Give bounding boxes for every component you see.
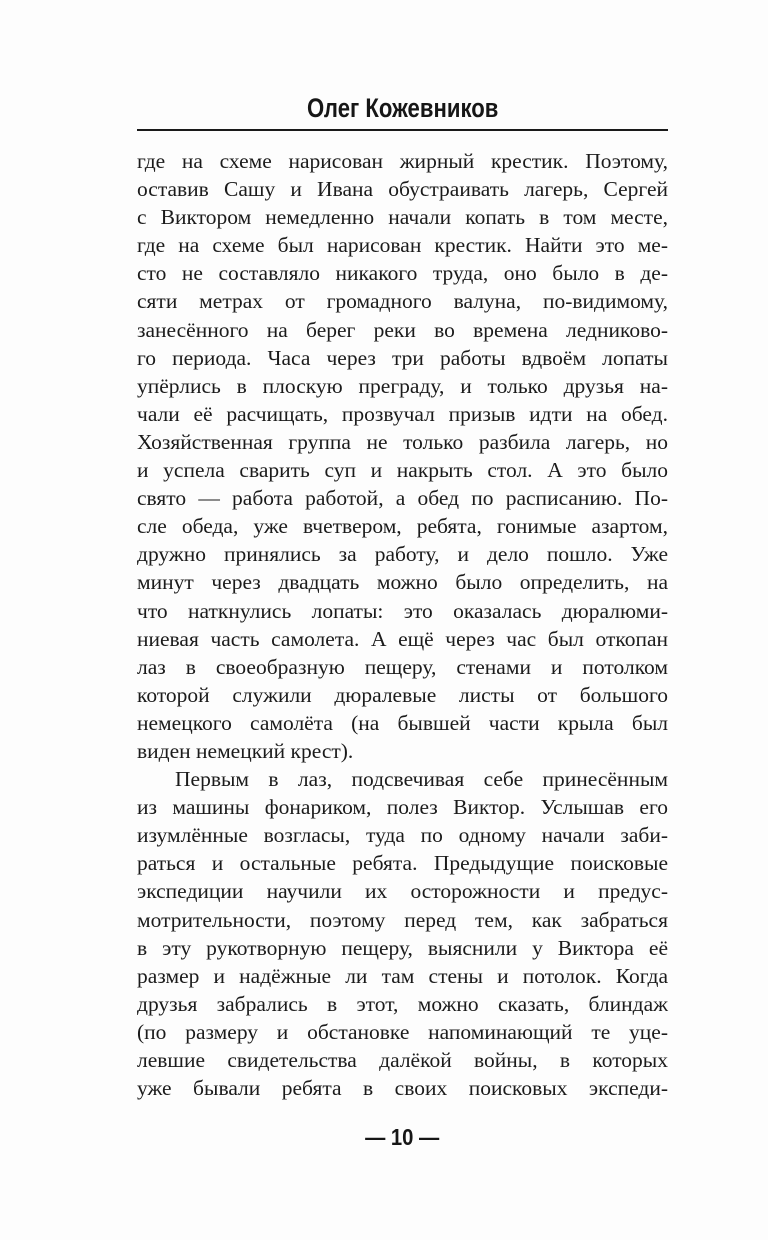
text-line: мотрительности, поэтому перед тем, как забраться xyxy=(137,907,668,932)
page-number: — 10 — xyxy=(365,1124,440,1150)
text-line: в эту рукотворную пещеру, выяснили у Виктора её xyxy=(137,935,668,960)
text-line: Хозяйственная группа не только разбила лагерь, но xyxy=(137,429,668,454)
text-line: из машины фонариком, полез Виктор. Услышав его xyxy=(137,795,668,820)
running-head xyxy=(137,93,668,124)
text-line: которой служили дюралевые листы от большого xyxy=(137,682,668,707)
text-line: дружно принялись за работу, и дело пошло. Уже xyxy=(137,542,668,567)
text-line: где на схеме был нарисован крестик. Найти это ме- xyxy=(137,233,668,258)
text-line: упёрлись в плоскую преграду, и только друзья на- xyxy=(137,373,668,398)
text-line: лаз в своеобразную пещеру, стенами и потолком xyxy=(137,654,668,679)
text-line: виден немецкий крест). xyxy=(137,738,354,763)
text-line: где на схеме нарисован жирный крестик. Поэтому, xyxy=(137,149,668,173)
text-line: свято — работа работой, а обед по расписанию. По- xyxy=(137,486,668,511)
text-line: сто не составляло никакого труда, оно было в де- xyxy=(137,261,668,286)
text-line: с Виктором немедленно начали копать в том месте, xyxy=(137,205,668,230)
text-line: экспедиции научили их осторожности и предус- xyxy=(137,879,668,904)
text-line: размер и надёжные ли там стены и потолок. Когда xyxy=(137,963,668,988)
text-line: и успела сварить суп и накрыть стол. А это было xyxy=(137,458,668,483)
text-line: уже бывали ребята в своих поисковых экспеди- xyxy=(137,1076,668,1101)
text-line: раться и остальные ребята. Предыдущие поисковые xyxy=(137,851,668,876)
page-footer xyxy=(137,1124,668,1151)
text-line: сле обеда, уже вчетвером, ребята, гонимые азартом, xyxy=(137,514,668,539)
text-line: оставив Сашу и Ивана обустраивать лагерь, Сергей xyxy=(137,177,668,202)
text-line: Первым в лаз, подсвечивая себе принесённым xyxy=(175,767,668,792)
author-name: Олег Кожевников xyxy=(306,93,499,123)
header-divider xyxy=(137,129,668,131)
text-line: го периода. Часа через три работы вдвоём лопаты xyxy=(137,345,668,370)
text-line: немецкого самолёта (на бывшей части крыла был xyxy=(137,710,668,735)
text-line: левшие свидетельства далёкой войны, в которых xyxy=(137,1048,668,1072)
body-text xyxy=(137,147,668,1102)
text-line: изумлённые возгласы, туда по одному начали заби- xyxy=(137,823,668,848)
text-line: сяти метрах от громадного валуна, по-видимому, xyxy=(137,289,668,314)
text-line: чали её расчищать, прозвучал призыв идти на обед. xyxy=(137,401,668,426)
text-line: минут через двадцать можно было определить, на xyxy=(137,570,668,595)
text-line: ниевая часть самолета. А ещё через час был откопан xyxy=(137,626,668,651)
text-line: занесённого на берег реки во времена ледниково- xyxy=(137,317,668,342)
text-line: друзья забрались в этот, можно сказать, блиндаж xyxy=(137,991,668,1016)
text-line: (по размеру и обстановке напоминающий те уце- xyxy=(137,1019,668,1044)
text-line: что наткнулись лопаты: это оказалась дюралюми- xyxy=(137,598,668,623)
